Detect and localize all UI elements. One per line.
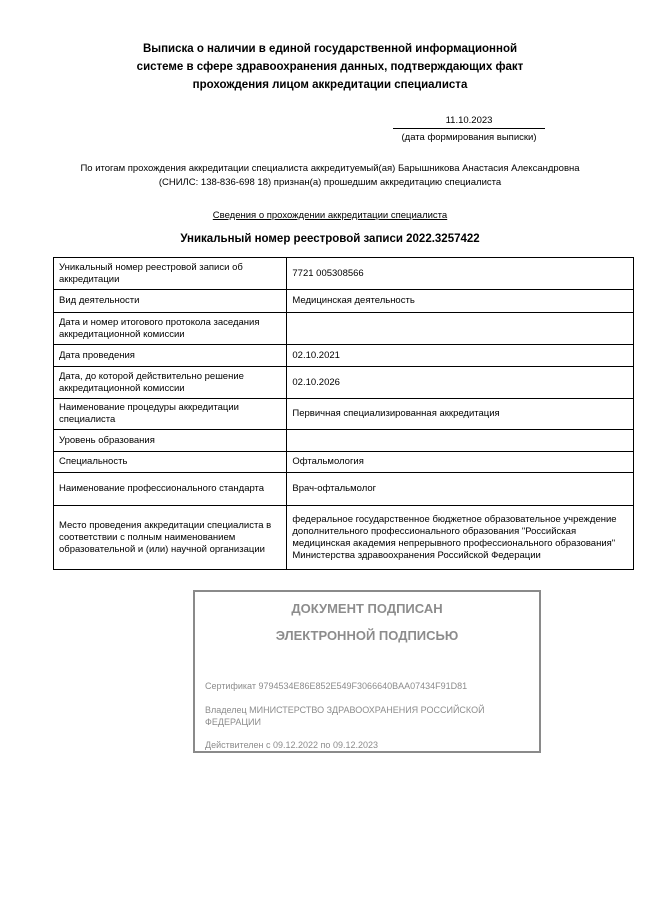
title-line: прохождения лицом аккредитации специалиста bbox=[192, 79, 468, 91]
table-row bbox=[54, 345, 634, 367]
row-label: Вид деятельности bbox=[54, 290, 287, 313]
certificate-owner: Владелец МИНИСТЕРСТВО ЗДРАВООХРАНЕНИЯ РОССИЙСКОЙ ФЕДЕРАЦИИ bbox=[205, 705, 485, 727]
record-number-title: Уникальный номер реестровой записи 2022.3257422 bbox=[180, 233, 480, 245]
row-value: федеральное государственное бюджетное образовательное учреждение дополнительного профессионального образования "Российская медицинская академия непрерывного профессионального образования" Министерства здравоохранения Российской Федерации bbox=[287, 506, 634, 570]
row-value bbox=[287, 313, 634, 345]
row-label: Уровень образования bbox=[54, 430, 287, 452]
row-label: Наименование профессионального стандарта bbox=[54, 473, 287, 506]
row-label: Уникальный номер реестровой записи об аккредитации bbox=[54, 258, 287, 290]
title-line: системе в сфере здравоохранения данных, подтверждающих факт bbox=[136, 61, 524, 73]
certificate-number: Сертификат 9794534E86E852E549F3066640BAA07434F91D81 bbox=[205, 681, 468, 691]
table-row bbox=[54, 473, 634, 506]
row-label: Наименование процедуры аккредитации специалиста bbox=[54, 399, 287, 430]
row-value bbox=[287, 430, 634, 452]
table-row bbox=[54, 367, 634, 399]
stamp-heading: ДОКУМЕНТ ПОДПИСАН bbox=[291, 601, 443, 616]
row-label: Специальность bbox=[54, 452, 287, 473]
extract-date-block bbox=[393, 115, 545, 143]
table-row bbox=[54, 313, 634, 345]
document-title bbox=[60, 40, 600, 94]
result-line: По итогам прохождения аккредитации специалиста аккредитуемый(ая) Барышникова Анастасия Александровна bbox=[80, 163, 580, 174]
accreditation-info-table bbox=[53, 257, 634, 570]
row-label: Дата и номер итогового протокола заседания аккредитационной комиссии bbox=[54, 313, 287, 345]
row-value: 02.10.2021 bbox=[287, 345, 634, 367]
electronic-signature-stamp bbox=[193, 590, 541, 753]
row-value: Первичная специализированная аккредитация bbox=[287, 399, 634, 430]
table-row bbox=[54, 430, 634, 452]
table-row bbox=[54, 452, 634, 473]
extract-date: 11.10.2023 bbox=[393, 115, 545, 129]
row-label: Место проведения аккредитации специалиста в соответствии с полным наименованием образовательной и (или) научной организации bbox=[54, 506, 287, 570]
table-row bbox=[54, 506, 634, 570]
table-row bbox=[54, 290, 634, 313]
row-value: Врач-офтальмолог bbox=[287, 473, 634, 506]
row-label: Дата, до которой действительно решение аккредитационной комиссии bbox=[54, 367, 287, 399]
row-label: Дата проведения bbox=[54, 345, 287, 367]
section-title: Сведения о прохождении аккредитации специалиста bbox=[212, 210, 448, 221]
stamp-subheading: ЭЛЕКТРОННОЙ ПОДПИСЬЮ bbox=[275, 628, 459, 643]
certificate-validity: Действителен с 09.12.2022 по 09.12.2023 bbox=[205, 740, 378, 750]
extract-date-caption: (дата формирования выписки) bbox=[401, 132, 537, 143]
row-value: Медицинская деятельность bbox=[287, 290, 634, 313]
table-row bbox=[54, 258, 634, 290]
row-value: Офтальмология bbox=[287, 452, 634, 473]
row-value: 7721 005308566 bbox=[287, 258, 634, 290]
table-row bbox=[54, 399, 634, 430]
accreditation-result-text bbox=[30, 162, 630, 190]
title-line: Выписка о наличии в единой государственной информационной bbox=[142, 43, 518, 55]
row-value: 02.10.2026 bbox=[287, 367, 634, 399]
result-line: (СНИЛС: 138-836-698 18) признан(а) прошедшим аккредитацию специалиста bbox=[158, 177, 502, 188]
